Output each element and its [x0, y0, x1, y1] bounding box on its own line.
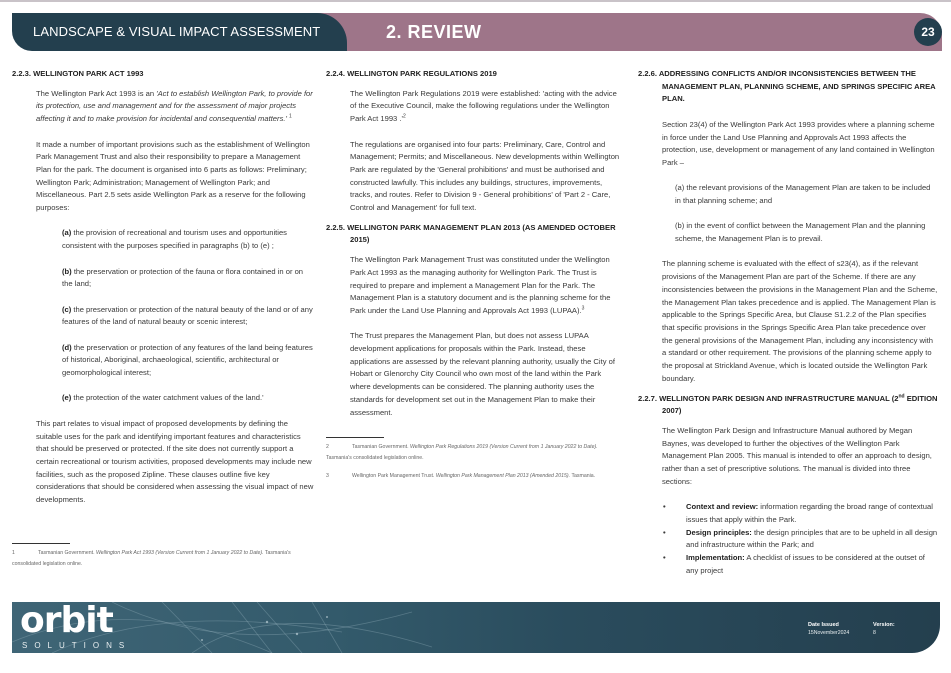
- act-intro-paragraph: The Wellington Park Act 1993 is an 'Act to establish Wellington Park, to provide for its protection, use and management and for the assessment of major projects affecting it and to make provision for incidental and consequential matters.' $^1$: [36, 88, 313, 124]
- footnote-3: 3 Wellington Park Management Trust. Wellington Park Management Plan 2013 (Amended 2015). Tasmania.: [326, 473, 596, 480]
- bullet-icon: •: [663, 552, 666, 562]
- subclause-b: (b) in the event of conflict between the Management Plan and the planning scheme, the Management Plan is to prevail.: [675, 221, 926, 244]
- document-title: LANDSCAPE & VISUAL IMPACT ASSESSMENT: [33, 24, 321, 39]
- column-3: [638, 68, 938, 577]
- section-heading-2-2-7: 2.2.7. WELLINGTON PARK DESIGN AND INFRASTRUCTURE MANUAL (2nd EDITION 2007): [638, 392, 938, 416]
- regulations-parts-paragraph: The regulations are organised into four parts: Preliminary, Care, Control and Management; Permits; and Miscellaneous. New developments within Wellington Park are regulated by the 'General prohibitions' and must be authorised and constructed lawfully. This includes any buildings, structures, improvements, tracks, and routes. Refer to Division 9 - General prohibitions' of 'Part 2 - Care, Control and Management' for full text.: [350, 139, 620, 213]
- design-manual-paragraph: The Wellington Park Design and Infrastructure Manual authored by Megan Baynes, was developed to further the objectives of the Wellington Park Management Plan 2005. This manual is intended to offer an approach to design, rather than a set of prescriptive solutions. The manual is divided into three sections:: [662, 425, 932, 486]
- page-header: [12, 13, 942, 51]
- planning-authority-paragraph: The Trust prepares the Management Plan, but does not assess LUPAA development applications for proposals within the Park. Instead, these applications are assessed by the relevant planning authority, usually the City of Hobart or Glenorchy City Council who own most of the land within the Park where developments can be considered. The planning authority uses the standards for development set out in the Management Plan to make their assessment.: [350, 331, 615, 417]
- purpose-item-d: (d) the preservation or protection of any features of the land being features of historical, Aboriginal, archaeological, scientific, architectural or geomorphological interest;: [62, 342, 313, 378]
- date-issued-value: 15November2024: [808, 630, 850, 636]
- section-heading-2-2-3: 2.2.3. WELLINGTON PARK ACT 1993: [12, 69, 144, 78]
- footnote-ref: 2: [402, 113, 406, 120]
- version-value: 8: [873, 630, 876, 636]
- footnote-ref: 3: [581, 305, 585, 312]
- management-trust-paragraph: The Wellington Park Management Trust was constituted under the Wellington Park Act 1993 as the managing authority for Wellington Park. The Trust is required to prepare and implement a Management Plan for the Park. The Management Plan is a statutory document and is the planning scheme for the Park under the Land Use Planning and Approvals Act 1993 (LUPAA).$^3$: [350, 255, 611, 315]
- visual-impact-paragraph: This part relates to visual impact of proposed developments by defining the suitable uses for the park and identifying important features and characteristics that should be preserved or protected. If the site does not currently support a certain recreational or tourism activities, proposed developments may include new facilities, such as the proposed Zipline. These clauses outline five key considerations that should be considered when assessing the visual impact of new developments.: [36, 418, 314, 505]
- list-item: • Implementation: A checklist of issues to be considered at the outset of any project: [663, 552, 925, 575]
- section-23-paragraph: Section 23(4) of the Wellington Park Act 1993 provides where a planning scheme in force under the Land Use Planning and Approvals Act 1993 affects the protection, use, development or management of any land contained in Wellington Park –: [662, 119, 935, 167]
- section-heading-2-2-4: 2.2.4. WELLINGTON PARK REGULATIONS 2019: [326, 69, 497, 78]
- bullet-icon: •: [663, 502, 666, 512]
- section-heading-2-2-6: 2.2.6. ADDRESSING CONFLICTS AND/OR INCONSISTENCIES BETWEEN THE MANAGEMENT PLAN, PLANNING SCHEME, AND SPRINGS SPECIFIC AREA PLAN.: [638, 69, 936, 104]
- regulations-intro-paragraph: The Wellington Park Regulations 2019 were established: 'acting with the advice of the Executive Council, make the following regulations under the Wellington Park Act 1993 $.'^2$: [350, 88, 617, 124]
- purpose-item-c: (c) the preservation or protection of the natural beauty of the land or of any features of the land of natural beauty or scenic interest;: [62, 304, 313, 327]
- footnote-divider: [326, 437, 384, 438]
- planning-scheme-paragraph: The planning scheme is evaluated with the effect of s23(4), as if the relevant provisions of the Management Plan are part of the Scheme. If there are any inconsistencies between the provisions in the Management Plan and the Scheme, the Management Plan takes precedence and is applied. The Management Plan is applicable to the Springs Specific Area, but Clause S1.2.2 of the Plan specifies that specific provisions in the Springs Specific Area Plan take precedence over the general provisions of the Management Plan, including any inconsistency with a standard or other requirement. The provisions of the planning scheme apply to the proposal at Strickland Avenue, which is located outside the Wellington Park boundary.: [662, 259, 938, 383]
- list-item: • Design principles: the design principles that are to be upheld in all design and infrastructure within the Park; and: [663, 527, 938, 550]
- date-issued-label: Date Issued: [808, 622, 839, 628]
- section-heading-2-2-5: 2.2.5. WELLINGTON PARK MANAGEMENT PLAN 2013 (AS AMENDED OCTOBER 2015): [326, 222, 616, 245]
- page-footer: [12, 602, 940, 653]
- footnote-ref: 1: [289, 113, 292, 120]
- orbit-logo: orbit: [20, 602, 113, 641]
- footnote-2: 2 Tasmanian Government. Wellington Park Regulations 2019 (Version Current from 1 January 2022 to Date). Tasmania's consolidated legislation online.: [326, 444, 598, 462]
- manual-sections-list: [638, 501, 938, 577]
- list-item: • Context and review: information regarding the broad range of contextual issues that apply within the Park.: [663, 502, 933, 524]
- purpose-item-e: (e) the protection of the water catchment values of the land.': [62, 393, 264, 403]
- provisions-paragraph: It made a number of important provisions such as the establishment of Wellington Park Management Trust and also their responsibility to prepare a Management Plan for the park. The document is organised into 6 parts as follows: Preliminary; Wellington Park; Administration; Management of Wellington Park; and Miscellaneous. Part 2.5 sets aside Wellington Park as a reserve for the following purposes:: [36, 139, 310, 213]
- act-quote: 'Act to establish Wellington Park, to provide for its protection, use and management and for the assessment of major projects affecting it and to make provision for incidental and consequential matters.': [36, 88, 313, 124]
- purpose-item-b: (b) the preservation or protection of the fauna or flora contained in or on the land;: [62, 266, 304, 289]
- column-1: [12, 68, 314, 570]
- version-label: Version:: [873, 622, 895, 628]
- page-number-badge: 23: [914, 18, 942, 46]
- solutions-logo-text: SOLUTIONS: [22, 641, 132, 650]
- purpose-item-a: (a) the provision of recreational and tourism uses and opportunities consistent with the purposes specified in paragraphs (b) to (e) ;: [62, 228, 287, 251]
- bullet-icon: •: [663, 527, 666, 537]
- section-title: 2. REVIEW: [386, 22, 482, 42]
- subclause-a: (a) the relevant provisions of the Management Plan are taken to be included in that planning scheme; and: [675, 183, 931, 205]
- footnote-1: 1 Tasmanian Government. Wellington Park Act 1993 (Version Current from 1 January 2022 to Date). Tasmania's consolidated legislation online.: [12, 549, 291, 567]
- column-2: [326, 68, 622, 482]
- footnote-divider: [12, 543, 70, 544]
- top-border-line: [0, 0, 951, 2]
